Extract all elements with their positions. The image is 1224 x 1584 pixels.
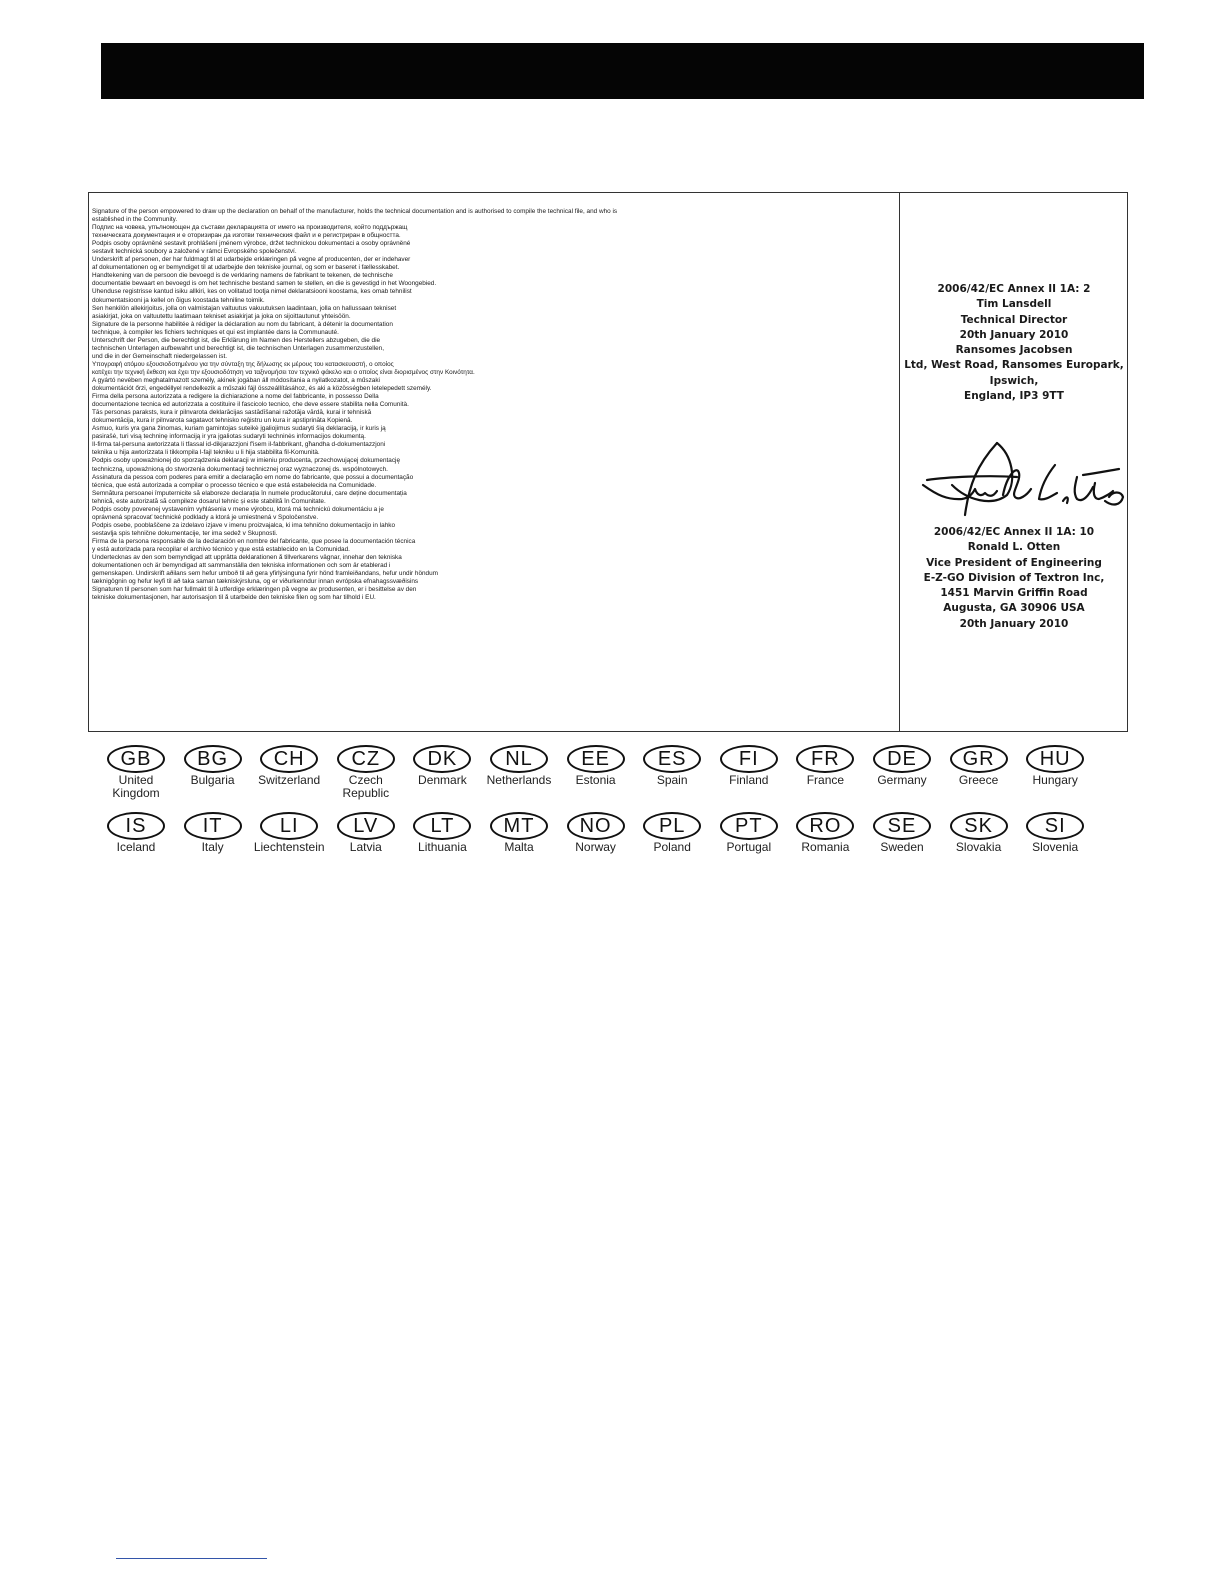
signatory-block-1 [901,282,1127,404]
country-code: LI [260,812,318,840]
declaration-line: tehnică, este autorizată să compileze dosarul tehnic și este stabilită în Comunitate. [92,497,326,505]
country-badge [327,812,405,854]
country-badge [863,812,941,854]
country-code: LV [337,812,395,840]
country-name: Switzerland [258,773,321,787]
declaration-line: gemenskapen. Undirskrift aðilans sem hefur umboð til að gera yfirlýsinguna fyrir hönd framleiðandans, hefur undir höndum [92,570,438,578]
declaration-line: tæknigögnin og hefur leyfi til að taka saman tækniskýrsluna, og er viðurkenndur innan evrópska efnahagssvæðisins [92,578,419,586]
country-name: Hungary [1032,773,1078,787]
signatory-block-2 [901,525,1127,632]
declaration-line: Undertecknas av den som bemyndigad att upprätta deklarationen å tillverkarens vägnar, innehar den tekniska [92,554,402,562]
declaration-line: Tās personas paraksts, kura ir pilnvarota deklarācijas sastādīšanai ražotāja vārdā, kurai ir tehniskā [92,409,372,417]
country-name: Slovakia [955,840,1002,854]
declaration-box [88,192,1128,732]
declaration-line: dokumentációt őrzi, engedéllyel rendelkezik a műszaki fájl összeállításához, és aki a közösségben letelepedett személy. [92,385,432,393]
country-code: PT [720,812,778,840]
country-code: EE [567,745,625,773]
signatory-line: Ipswich, [989,374,1039,387]
declaration-line: Asmuo, kuris yra gana žinomas, kuriam gamintojas suteikė įgaliojimus sudaryti šią deklaraciją, ir kuris ją [92,425,386,433]
declaration-line: Podpis osoby upoważnionej do sporządzenia deklaracji w imieniu producenta, przechowującej dokumentację [92,457,400,465]
country-badge [633,745,711,787]
country-name: Finland [729,773,769,787]
country-badge [327,745,405,800]
declaration-line: asiakirjat, joka on valtuutettu laatimaan tekniset asiakirjat ja joka on sijoittautunut yhteisöön. [92,312,351,320]
country-name: Iceland [116,840,156,854]
declaration-line: dokumentatsiooni ja kellel on õigus koostada tehniline toimik. [92,296,265,304]
country-name: Latvia [349,840,382,854]
declaration-line: Il-firma tal-persuna awtorizzata li tfassal id-dikjarazzjoni f'isem il-fabbrikant, għandha d-dokumentazzjoni [92,441,386,449]
declaration-line: Signature de la personne habilitée à rédiger la déclaration au nom du fabricant, à détenir la documentation [92,320,393,328]
country-badge [403,745,481,787]
declaration-line: Unterschrift der Person, die berechtigt ist, die Erklärung im Namen des Herstellers abzugeben, die die [92,336,381,344]
country-code: DK [413,745,471,773]
footer-rule [116,1558,267,1559]
country-name: Portugal [726,840,772,854]
country-name: Poland [653,840,691,854]
signatory-line: England, IP3 9TT [964,390,1064,403]
country-name: Sweden [880,840,924,854]
country-name: Romania [801,840,850,854]
declaration-line: tekniske dokumentasjonen, har autorisasjon til å utarbeide den tekniske filen og som har tilhold i EU. [92,594,376,602]
signatory-line: Ransomes Jacobsen [955,344,1073,357]
country-code: SE [873,812,931,840]
country-name: Estonia [575,773,616,787]
country-code: ES [643,745,701,773]
country-name: Czech Republic [342,773,390,800]
country-name: Netherlands [486,773,552,787]
declaration-line: pasirašė, turi visą techninę informaciją ir yra įgaliotas sudaryti techninės informacijos dokumentą. [92,433,366,441]
country-code: SI [1026,812,1084,840]
signatory-line: Tim Lansdell [976,298,1052,311]
country-code: NO [567,812,625,840]
country-name: Italy [201,840,224,854]
declaration-line: und die in der Gemeinschaft niedergelassen ist. [92,352,227,360]
country-name: Bulgaria [190,773,235,787]
country-badge [480,745,558,787]
declaration-line: dokumentationen och är bemyndigad att sammanställa den tekniska informationen och som är etablerad i [92,562,391,570]
signatory-line: 1451 Marvin Griffin Road [940,587,1088,600]
declaration-line: established in the Community. [92,216,178,224]
country-name: United Kingdom [112,773,160,800]
declaration-line: y está autorizada para recopilar el archivo técnico y que está establecido en la Comunidad. [92,545,350,553]
country-badge [940,812,1018,854]
country-name: Germany [877,773,927,787]
country-badge [97,745,175,800]
country-code: DE [873,745,931,773]
signatory-line: Augusta, GA 30906 USA [943,602,1085,615]
country-badge [480,812,558,854]
signatory-line: Ronald L. Otten [967,541,1061,554]
declaration-line: Underskrift af personen, der har fuldmagt til at udarbejde erklæringen på vegne af producenten, der er indehaver [92,256,411,264]
declaration-line: teknika u hija awtorizzata li tikkompila l-fajl tekniku u li hija stabbilita fil-Komunità. [92,449,320,457]
declaration-line: Assinatura da pessoa com poderes para emitir a declaração em nome do fabricante, que possui a documentação [92,473,414,481]
country-name: Norway [575,840,616,854]
country-name: Denmark [418,773,467,787]
country-name: Lithuania [418,840,467,854]
country-name: Liechtenstein [253,840,325,854]
declaration-line: κατέχει την τεχνική έκθεση και έχει την εξουσιοδότηση να ταξινομήσει τον τεχνικό φάκελο και ο οποίος είναι διορισμένος στην Κοινότητα. [92,368,475,376]
declaration-line: Signature of the person empowered to draw up the declaration on behalf of the manufacturer, holds the technical documentation and is authorised to compile the technical file, and who is [92,208,618,215]
declaration-line: Firma della persona autorizzata a redigere la dichiarazione a nome del fabbricante, in possesso Della [92,393,379,401]
country-code: RO [796,812,854,840]
declaration-line: dokumentācija, kura ir pilnvarota sagatavot tehnisko reģistru un kura ir apstiprināta Kopienā. [92,417,353,425]
country-badge [250,812,328,854]
country-badge [97,812,175,854]
country-code: GB [107,745,165,773]
signature-image [907,425,1127,525]
country-code: NL [490,745,548,773]
country-name: Greece [958,773,999,787]
signatory-line: 20th January 2010 [959,328,1069,341]
header-bar [101,43,1144,99]
country-code: CH [260,745,318,773]
country-code: LT [413,812,471,840]
country-code: SK [950,812,1008,840]
country-badge [1016,745,1094,787]
country-code: PL [643,812,701,840]
country-badge [710,745,788,787]
country-name: France [806,773,845,787]
country-codes [101,745,1101,865]
country-badge [786,745,864,787]
signatory-line: E-Z-GO Division of Textron Inc, [923,571,1105,584]
signatory-line: Ltd, West Road, Ransomes Europark, [904,359,1124,372]
country-badge [557,812,635,854]
country-code: BG [184,745,242,773]
country-code: HU [1026,745,1084,773]
country-badge [174,745,252,787]
country-name: Spain [656,773,688,787]
signatory-line: 20th January 2010 [959,617,1069,630]
declaration-line: Sen henkilön allekirjoitus, jolla on valmistajan valtuutus vakuutuksen laadintaan, jolla on hallussaan tekniset [92,304,397,312]
country-code: IT [184,812,242,840]
declaration-line: техническата документация и е оторизиран да изготви техническия файл и е регистриран в общността. [92,232,401,240]
declaration-line: technischen Unterlagen aufbewahrt und berechtigt ist, die technischen Unterlagen zusammenzustellen, [92,344,385,352]
country-name: Slovenia [1032,840,1079,854]
declaration-line: Ühenduse registrisse kantud isiku allkiri, kes on volitatud tootja nimel deklaratsiooni koostama, kes omab tehnilist [92,288,412,296]
declaration-line: af dokumentationen og er bemyndiget til at udarbejde den tekniske journal, og som er baseret i fællesskabet. [92,264,400,272]
declaration-line: Firma de la persona responsable de la declaración en nombre del fabricante, que posee la documentación técnica [92,537,416,545]
declaration-line: oprávnená spracovať technické podklady a ktorá je umiestnená v Spoločenstve. [92,513,319,521]
country-code: CZ [337,745,395,773]
declaration-line: Podpis osebe, pooblaščene za izdelavo izjave v imenu proizvajalca, ki ima tehnično dokumentacijo in lahko [92,521,396,529]
signatory-line: 2006/42/EC Annex II 1A: 2 [937,283,1091,295]
declaration-line: Подпис на човека, упълномощен да състави декларацията от името на производителя, който поддържащ [92,224,408,232]
signatory-line: Technical Director [960,313,1068,326]
declaration-line: Semnătura persoanei împuternicite să elaboreze declarația în numele producătorului, care deține documentația [92,489,407,497]
declaration-text [92,208,892,602]
country-code: GR [950,745,1008,773]
country-code: MT [490,812,548,840]
country-badge [786,812,864,854]
country-badge [174,812,252,854]
declaration-line: sestavit technická soubory a založené v rámci Evropského společenství. [92,248,297,256]
declaration-line: Signaturen til personen som har fullmakt til å utferdige erklæringen på vegne av produsenten, er i besittelse av den [92,586,417,594]
country-badge [633,812,711,854]
country-badge [940,745,1018,787]
declaration-line: Podpis osoby oprávněné sestavit prohlášení jménem výrobce, držet technickou dokumentaci a osoby oprávněné [92,240,411,248]
country-badge [1016,812,1094,854]
declaration-line: techniczną, upoważnioną do stworzenia dokumentacji technicznej oraz wyznaczonej ds. wspólnotowych. [92,465,388,473]
declaration-line: A gyártó nevében meghatalmazott személy, akinek jogában áll módosítania a nyilatkozatot, a műszaki [92,376,380,384]
declaration-divider [899,193,900,731]
signatory-line: 2006/42/EC Annex II 1A: 10 [933,526,1095,538]
country-code: FI [720,745,778,773]
country-code: FR [796,745,854,773]
country-badge [403,812,481,854]
declaration-line: documentatie bewaart en bevoegd is om het technische bestand samen te stellen, en die is gevestigd in het Woongebied. [92,280,437,288]
country-badge [250,745,328,787]
country-badge [710,812,788,854]
country-badge [557,745,635,787]
declaration-line: Podpis osoby poverenej vystavením vyhlásenia v mene výrobcu, ktorá má technickú dokumentáciu a je [92,505,384,513]
declaration-line: técnica, que está autorizada a compilar o processo técnico e que está estabelecida na Comunidade. [92,481,377,489]
country-code: IS [107,812,165,840]
country-badge [863,745,941,787]
declaration-line: Handtekening van de persoon die bevoegd is de verklaring namens de fabrikant te tekenen, de technische [92,272,393,280]
declaration-line: documentazione tecnica ed autorizzata a costituire il fascicolo tecnico, che deve essere stabilita nella Comunità. [92,401,409,409]
country-name: Malta [504,840,534,854]
declaration-line: technique, à compiler les fichiers techniques et qui est implantée dans la Communauté. [92,328,339,336]
declaration-line: Υπογραφή ατόμου εξουσιοδοτημένου για την σύνταξη της δήλωσης εκ μέρους του κατασκευαστή, ο οποίος [92,360,394,368]
declaration-line: sestavlja spis tehnične dokumentacije, ter ima sedež v Skupnosti. [92,529,278,537]
signatory-line: Vice President of Engineering [926,556,1102,569]
